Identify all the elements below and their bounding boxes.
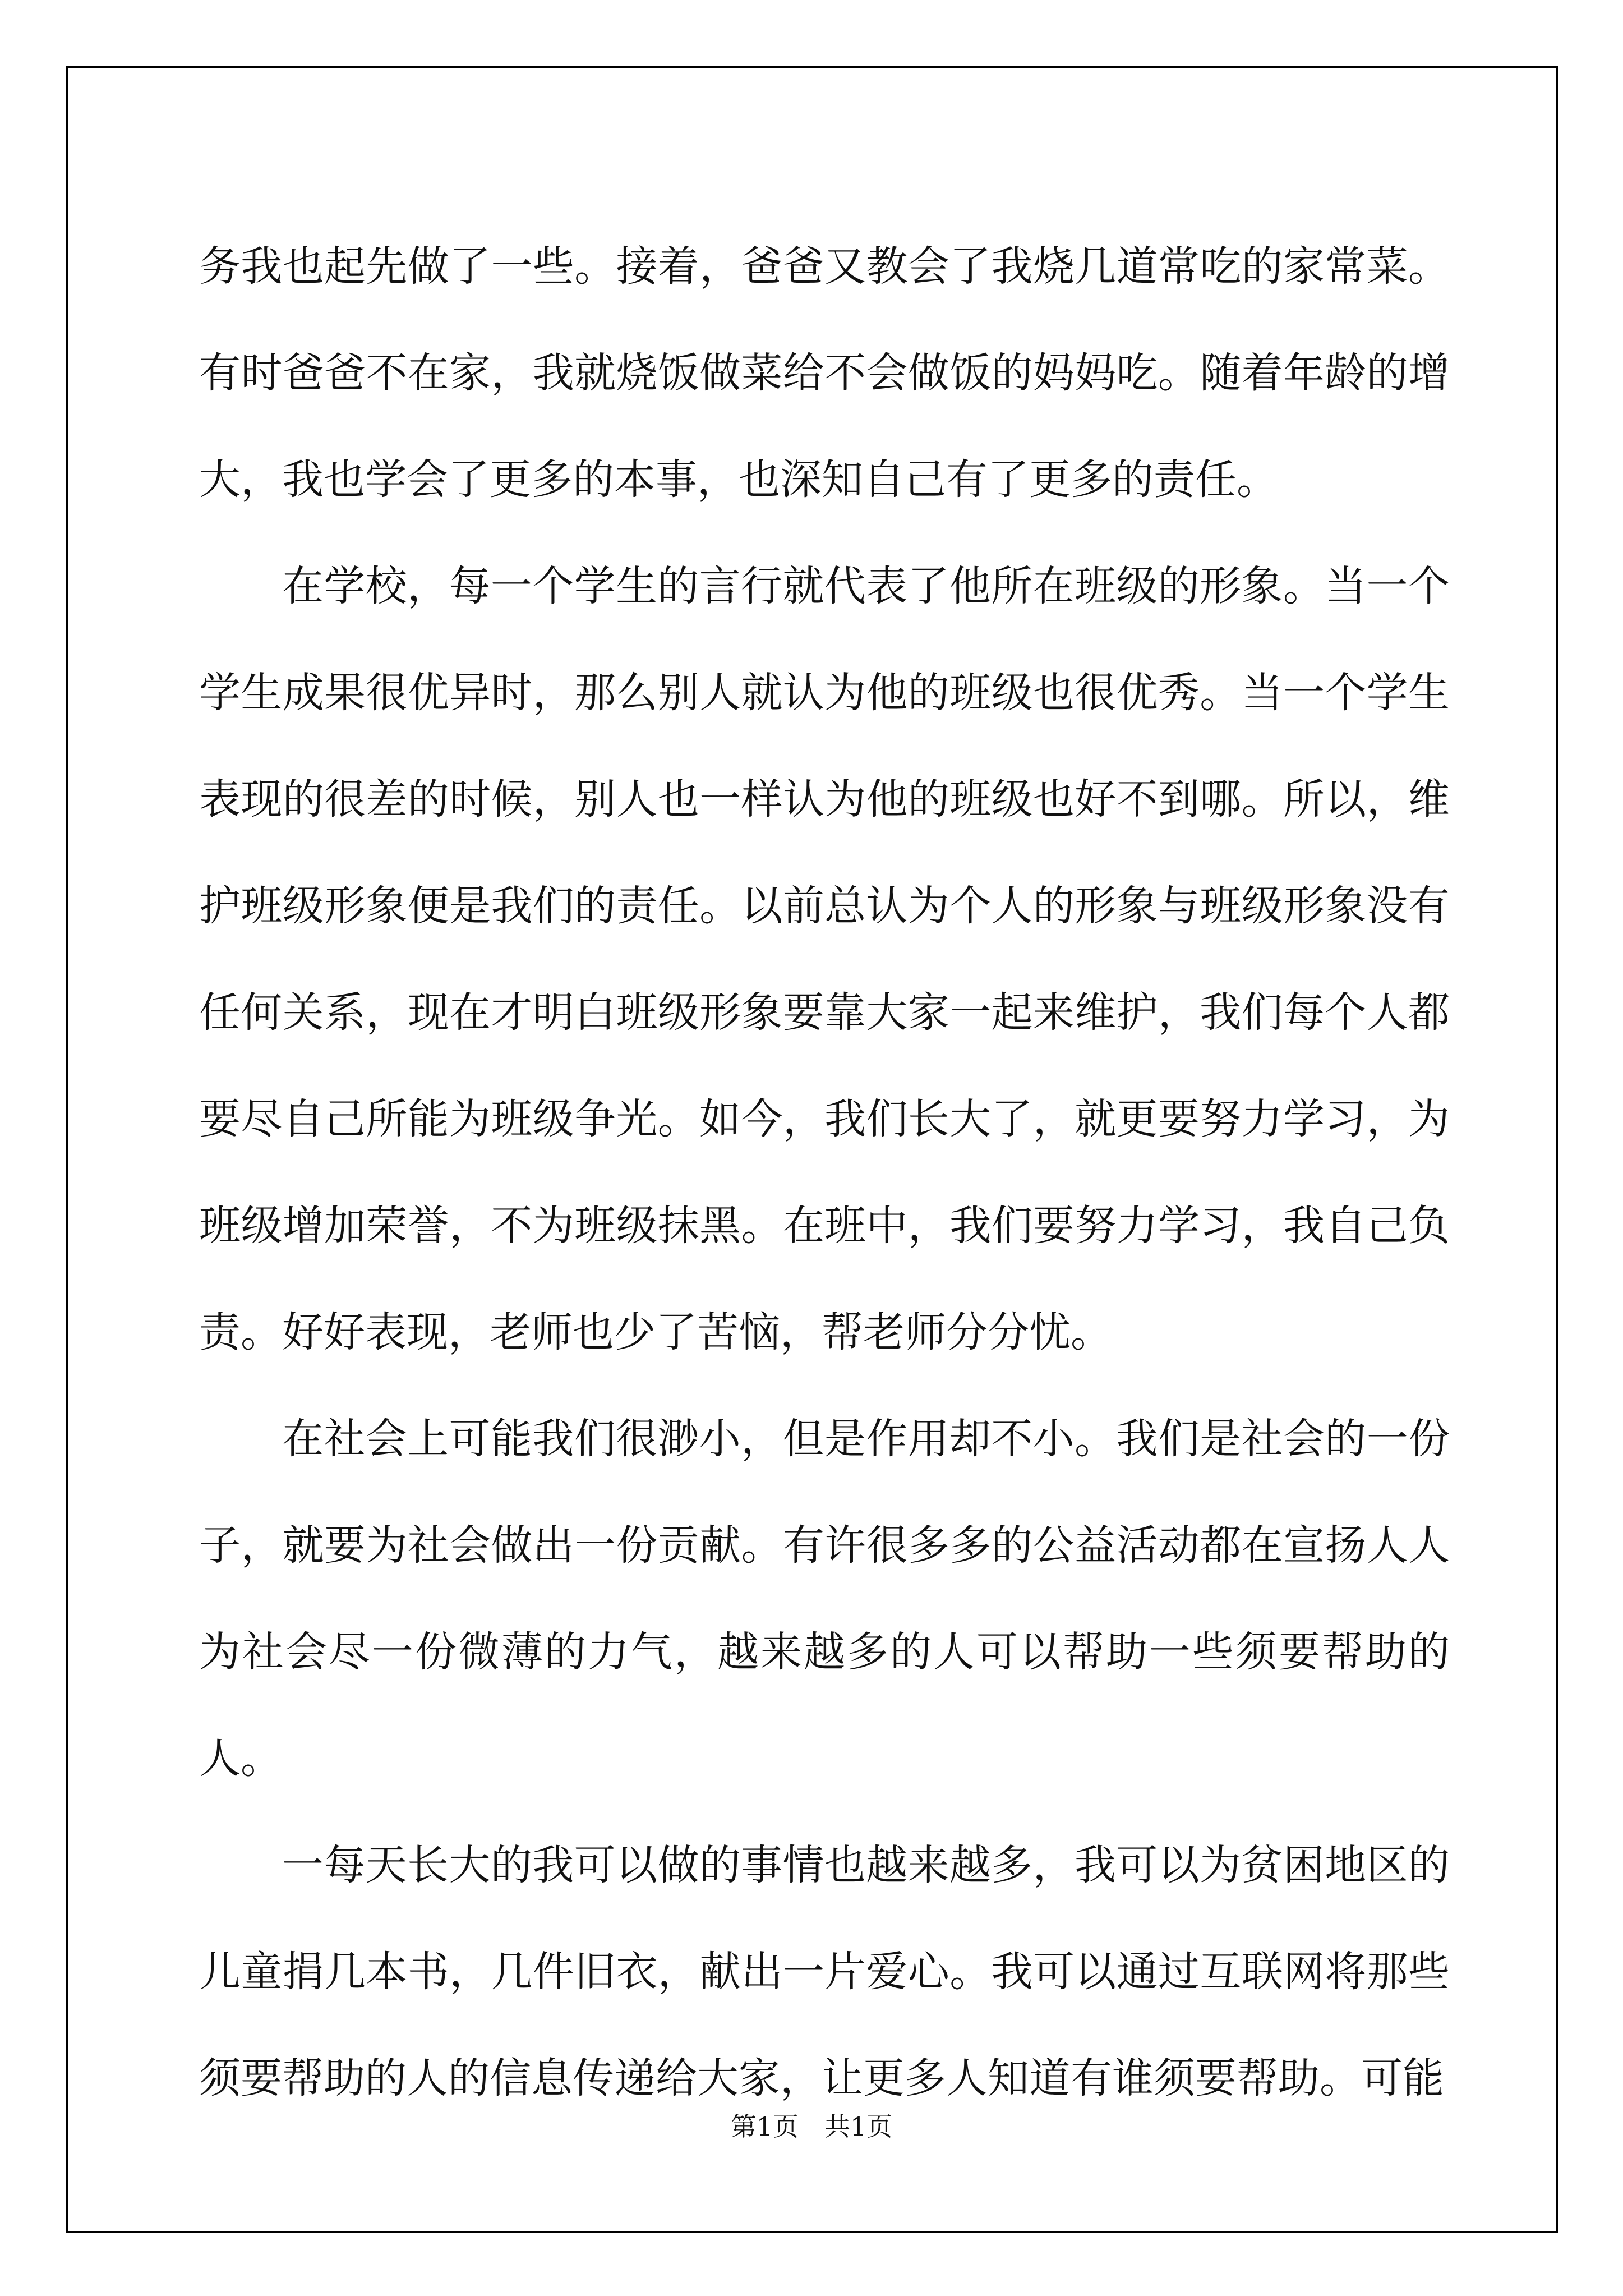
document-body <box>199 213 1450 2132</box>
paragraph-4: 一每天长大的我可以做的事情也越来越多，我可以为贫困地区的儿童捐几本书，几件旧衣，献出一片爱心。我可以通过互联网将那些须要帮助的人的信息传递给大家，让更多人知道有谁须要帮助。可能 <box>199 1841 1450 2102</box>
page-number-footer: 第1页 共1页 <box>730 2111 893 2142</box>
paragraph-2: 在学校，每一个学生的言行就代表了他所在班级的形象。当一个学生成果很优异时，那么别人就认为他的班级也很优秀。当一个学生表现的很差的时候，别人也一样认为他的班级也好不到哪。所以，维护班级形象便是我们的责任。以前总认为个人的形象与班级形象没有任何关系，现在才明白班级形象要靠大家一起来维护，我们每个人都要尽自己所能为班级争光。如今，我们长大了，就更要努力学习，为班级增加荣誉，不为班级抹黑。在班中，我们要努力学习，我自己负责。好好表现，老师也少了苦恼，帮老师分分忧。 <box>199 562 1450 1356</box>
paragraph-1: 务我也起先做了一些。接着，爸爸又教会了我烧几道常吃的家常菜。有时爸爸不在家，我就烧饭做菜给不会做饭的妈妈吃。随着年龄的增大，我也学会了更多的本事，也深知自己有了更多的责任。 <box>199 242 1450 504</box>
paragraph-3: 在社会上可能我们很渺小，但是作用却不小。我们是社会的一份子，就要为社会做出一份贡献。有许很多多的公益活动都在宣扬人人为社会尽一份微薄的力气，越来越多的人可以帮助一些须要帮助的人。 <box>199 1415 1450 1783</box>
